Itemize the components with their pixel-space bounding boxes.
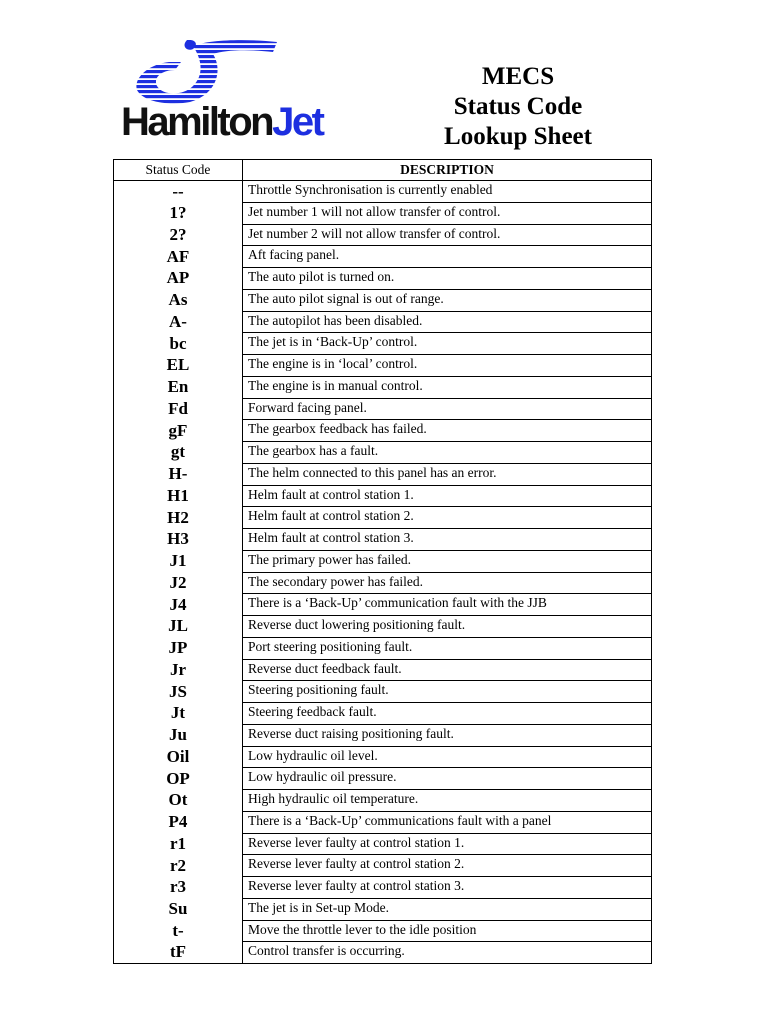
description-cell: Reverse duct raising positioning fault.	[243, 724, 652, 746]
description-cell: Steering positioning fault.	[243, 681, 652, 703]
status-code-cell: J1	[114, 550, 243, 572]
table-row	[114, 398, 652, 420]
status-code-cell: Jt	[114, 703, 243, 725]
table-row	[114, 681, 652, 703]
description-cell: The helm connected to this panel has an error.	[243, 463, 652, 485]
status-code-table	[113, 159, 652, 964]
description-cell: The gearbox has a fault.	[243, 442, 652, 464]
table-row	[114, 202, 652, 224]
table-row	[114, 616, 652, 638]
description-cell: Helm fault at control station 1.	[243, 485, 652, 507]
status-code-cell: JS	[114, 681, 243, 703]
hamiltonjet-swirl-icon	[135, 40, 285, 106]
status-code-cell: gF	[114, 420, 243, 442]
description-cell: The jet is in Set-up Mode.	[243, 898, 652, 920]
title-line-2: Status Code	[453, 93, 583, 120]
description-cell: Low hydraulic oil level.	[243, 746, 652, 768]
table-row	[114, 768, 652, 790]
table-row	[114, 289, 652, 311]
table-row	[114, 898, 652, 920]
table-row	[114, 811, 652, 833]
status-code-cell: JL	[114, 616, 243, 638]
description-cell: Jet number 1 will not allow transfer of control.	[243, 202, 652, 224]
status-code-cell: Oil	[114, 746, 243, 768]
table-row	[114, 224, 652, 246]
status-code-cell: P4	[114, 811, 243, 833]
status-code-cell: --	[114, 181, 243, 203]
table-header-row	[114, 160, 652, 181]
status-code-cell: Fd	[114, 398, 243, 420]
logo-word-main: Hamilton	[121, 100, 273, 144]
table-row	[114, 877, 652, 899]
table-row	[114, 550, 652, 572]
status-code-cell: AP	[114, 268, 243, 290]
status-code-cell: r2	[114, 855, 243, 877]
description-cell: Aft facing panel.	[243, 246, 652, 268]
description-cell: Steering feedback fault.	[243, 703, 652, 725]
description-cell: Reverse lever faulty at control station 3.	[243, 877, 652, 899]
status-code-cell: 2?	[114, 224, 243, 246]
description-cell: The auto pilot is turned on.	[243, 268, 652, 290]
status-code-cell: gt	[114, 442, 243, 464]
table-row	[114, 355, 652, 377]
description-cell: The engine is in manual control.	[243, 376, 652, 398]
status-code-cell: 1?	[114, 202, 243, 224]
table-row	[114, 311, 652, 333]
header-status-code: Status Code	[114, 160, 243, 181]
title-line-3: Lookup Sheet	[444, 123, 592, 150]
table-row	[114, 268, 652, 290]
description-cell: Reverse duct lowering positioning fault.	[243, 616, 652, 638]
description-cell: Helm fault at control station 3.	[243, 529, 652, 551]
table-row	[114, 637, 652, 659]
table-row	[114, 746, 652, 768]
table-row	[114, 181, 652, 203]
header-description: DESCRIPTION	[243, 160, 652, 181]
status-code-cell: H3	[114, 529, 243, 551]
table-row	[114, 703, 652, 725]
hamiltonjet-logo	[121, 40, 361, 148]
status-code-cell: Ot	[114, 790, 243, 812]
status-code-cell: H2	[114, 507, 243, 529]
table-row	[114, 790, 652, 812]
table-row	[114, 420, 652, 442]
status-code-cell: J4	[114, 594, 243, 616]
status-code-cell: H-	[114, 463, 243, 485]
status-code-cell: EL	[114, 355, 243, 377]
description-cell: The primary power has failed.	[243, 550, 652, 572]
table-row	[114, 724, 652, 746]
table-row	[114, 376, 652, 398]
description-cell: The auto pilot signal is out of range.	[243, 289, 652, 311]
table-row	[114, 659, 652, 681]
description-cell: Jet number 2 will not allow transfer of control.	[243, 224, 652, 246]
table-row	[114, 529, 652, 551]
description-cell: Reverse duct feedback fault.	[243, 659, 652, 681]
table-row	[114, 463, 652, 485]
description-cell: Forward facing panel.	[243, 398, 652, 420]
description-cell: Reverse lever faulty at control station 2.	[243, 855, 652, 877]
description-cell: The gearbox feedback has failed.	[243, 420, 652, 442]
table-row	[114, 442, 652, 464]
table-row	[114, 833, 652, 855]
table-row	[114, 333, 652, 355]
description-cell: There is a ‘Back-Up’ communications fault with a panel	[243, 811, 652, 833]
status-code-cell: OP	[114, 768, 243, 790]
description-cell: There is a ‘Back-Up’ communication fault with the JJB	[243, 594, 652, 616]
description-cell: The secondary power has failed.	[243, 572, 652, 594]
status-code-cell: t-	[114, 920, 243, 942]
logo-word-accent: Jet	[272, 100, 323, 144]
status-code-cell: Su	[114, 898, 243, 920]
status-code-cell: JP	[114, 637, 243, 659]
status-code-cell: r3	[114, 877, 243, 899]
title-line-1: MECS	[481, 63, 555, 90]
status-code-cell: bc	[114, 333, 243, 355]
status-code-cell: H1	[114, 485, 243, 507]
table-row	[114, 246, 652, 268]
table-row	[114, 507, 652, 529]
table-row	[114, 942, 652, 964]
table-row	[114, 572, 652, 594]
status-code-cell: J2	[114, 572, 243, 594]
status-code-cell: Ju	[114, 724, 243, 746]
table-row	[114, 594, 652, 616]
status-code-cell: A-	[114, 311, 243, 333]
description-cell: Helm fault at control station 2.	[243, 507, 652, 529]
status-code-cell: En	[114, 376, 243, 398]
page-title	[400, 62, 636, 152]
description-cell: Move the throttle lever to the idle position	[243, 920, 652, 942]
status-code-cell: tF	[114, 942, 243, 964]
status-code-cell: r1	[114, 833, 243, 855]
table-row	[114, 485, 652, 507]
logo-wordmark	[121, 102, 322, 142]
table-row	[114, 920, 652, 942]
status-code-cell: As	[114, 289, 243, 311]
description-cell: Low hydraulic oil pressure.	[243, 768, 652, 790]
description-cell: The jet is in ‘Back-Up’ control.	[243, 333, 652, 355]
table-row	[114, 855, 652, 877]
status-code-cell: AF	[114, 246, 243, 268]
description-cell: Port steering positioning fault.	[243, 637, 652, 659]
description-cell: The autopilot has been disabled.	[243, 311, 652, 333]
status-code-cell: Jr	[114, 659, 243, 681]
description-cell: Throttle Synchronisation is currently enabled	[243, 181, 652, 203]
description-cell: The engine is in ‘local’ control.	[243, 355, 652, 377]
description-cell: Reverse lever faulty at control station 1.	[243, 833, 652, 855]
description-cell: High hydraulic oil temperature.	[243, 790, 652, 812]
description-cell: Control transfer is occurring.	[243, 942, 652, 964]
